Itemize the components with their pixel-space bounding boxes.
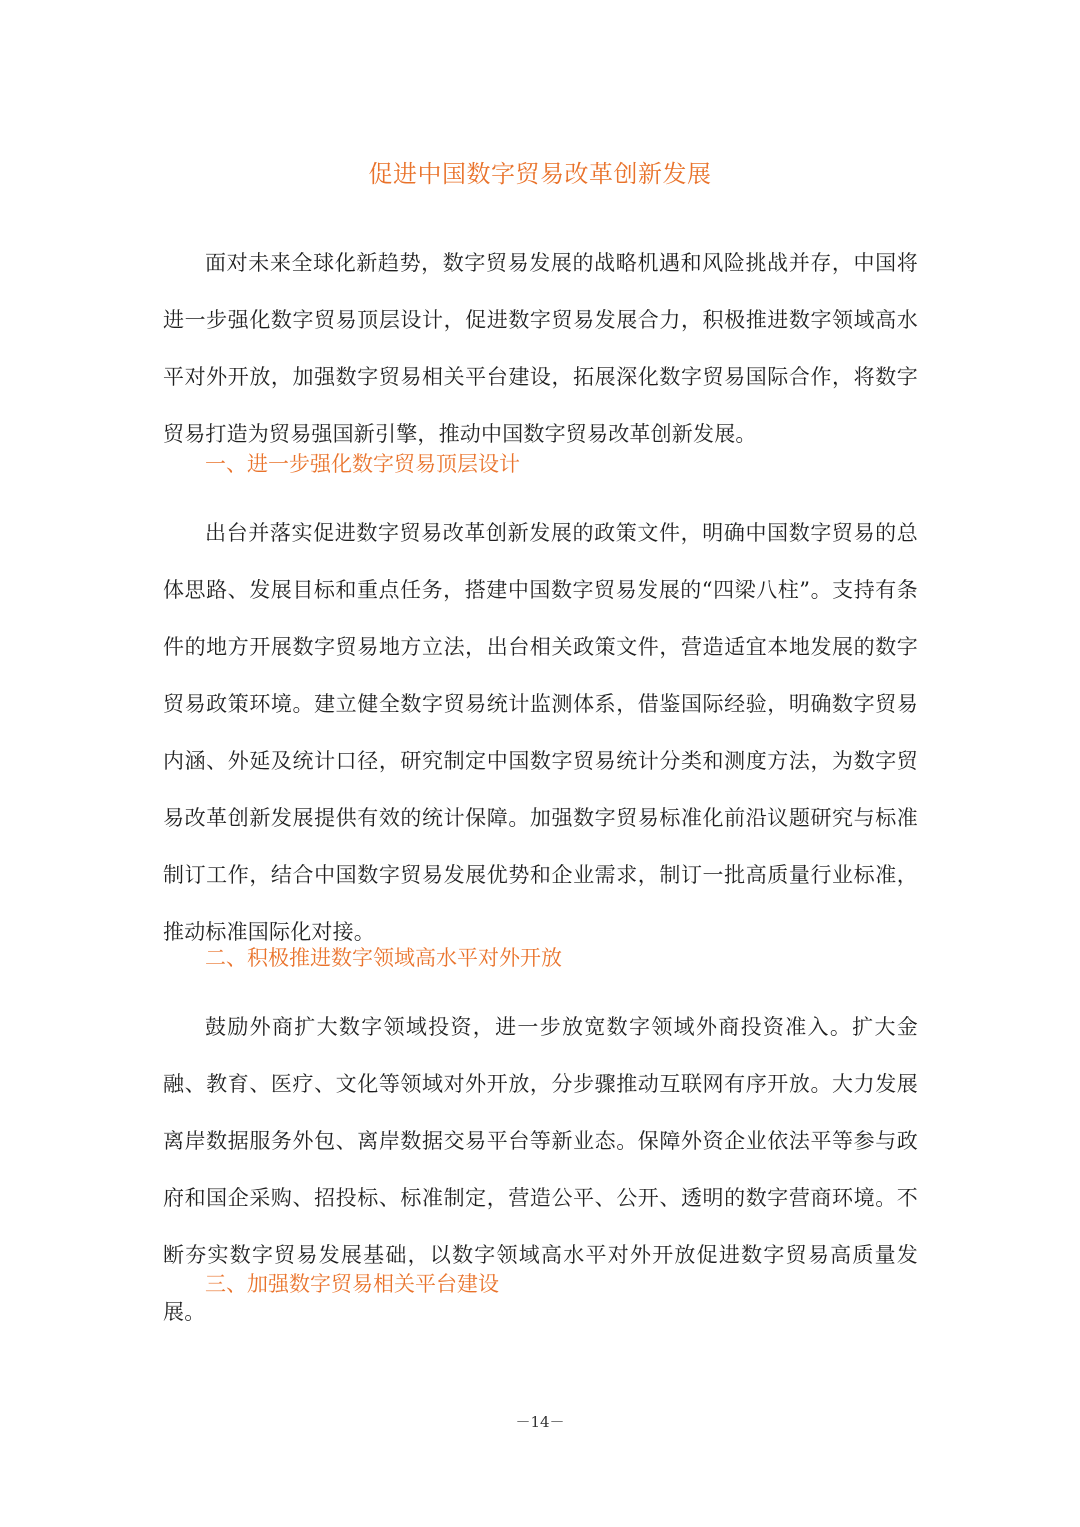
section-heading-1: 一、进一步强化数字贸易顶层设计 [205,452,520,476]
section-paragraph-1: 出台并落实促进数字贸易改革创新发展的政策文件，明确中国数字贸易的总体思路、发展目标和重点任务，搭建中国数字贸易发展的“四梁八柱”。支持有条件的地方开展数字贸易地方立法，出台相关政策文件，营造适宜本地发展的数字贸易政策环境。建立健全数字贸易统计监测体系，借鉴国际经验，明确数字贸易内涵、外延及统计口径，研究制定中国数字贸易统计分类和测度方法，为数字贸易改革创新发展提供有效的统计保障。加强数字贸易标准化前沿议题研究与标准制订工作，结合中国数字贸易发展优势和企业需求，制订一批高质量行业标准，推动标准国际化对接。 [163,521,918,944]
page-number: －14－ [515,1413,565,1431]
section-paragraph-2: 鼓励外商扩大数字领域投资，进一步放宽数字领域外商投资准入。扩大金融、教育、医疗、文化等领域对外开放，分步骤推动互联网有序开放。大力发展离岸数据服务外包、离岸数据交易平台等新业态。保障外资企业依法平等参与政府和国企采购、招投标、标准制定，营造公平、公开、透明的数字营商环境。不断夯实数字贸易发展基础，以数字领域高水平对外开放促进数字贸易高质量发展。 [163,1015,918,1324]
section-heading-3: 三、加强数字贸易相关平台建设 [205,1272,499,1296]
intro-paragraph: 面对未来全球化新趋势，数字贸易发展的战略机遇和风险挑战并存，中国将进一步强化数字贸易顶层设计，促进数字贸易发展合力，积极推进数字领域高水平对外开放，加强数字贸易相关平台建设，拓展深化数字贸易国际合作，将数字贸易打造为贸易强国新引擎，推动中国数字贸易改革创新发展。 [163,251,918,446]
page-title: 促进中国数字贸易改革创新发展 [368,160,712,188]
section-heading-2: 二、积极推进数字领域高水平对外开放 [205,946,562,970]
